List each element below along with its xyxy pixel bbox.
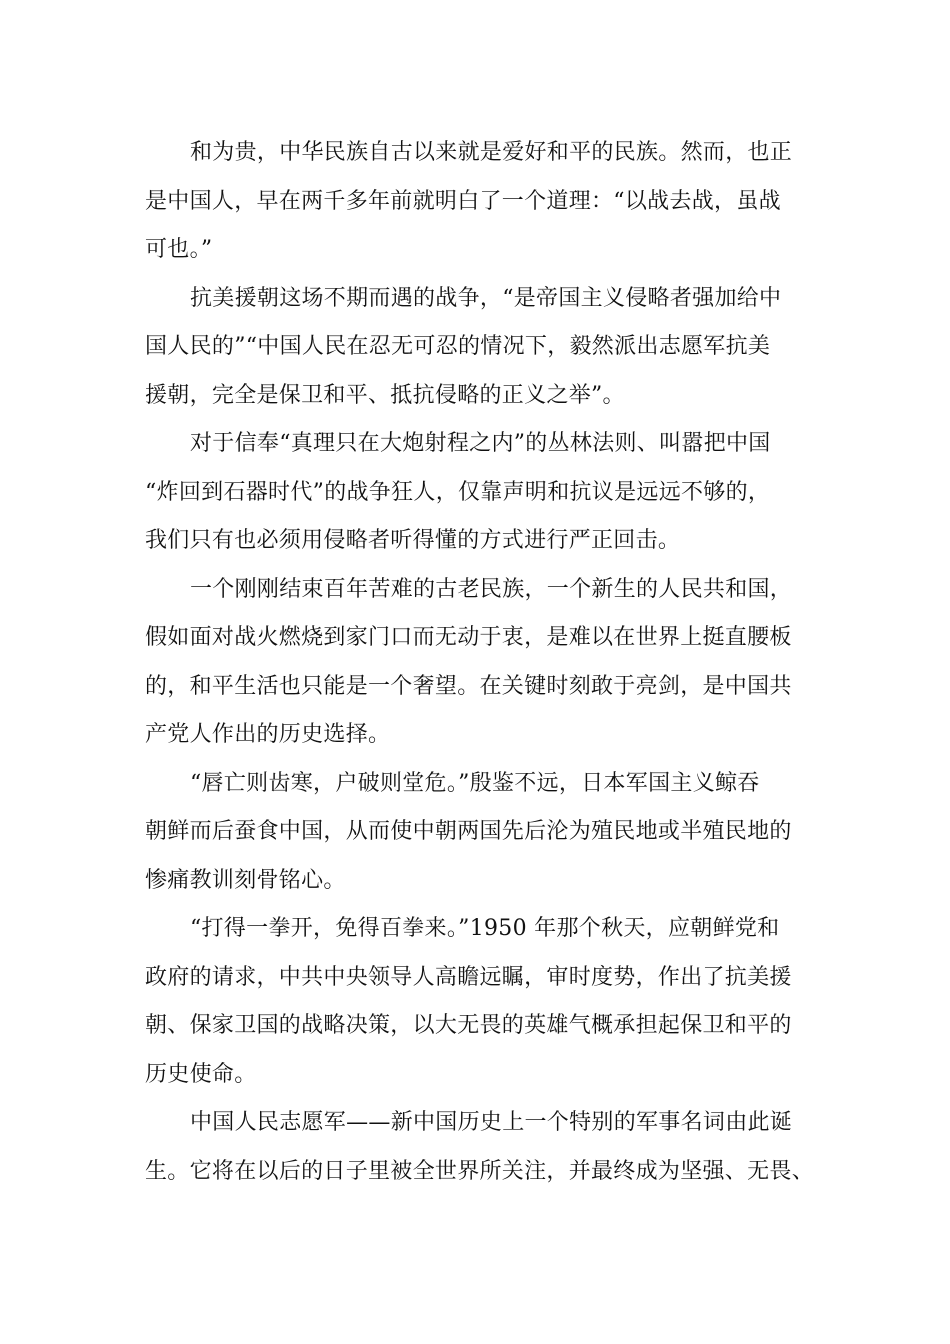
paragraph-5	[145, 760, 813, 906]
text-line: 的，和平生活也只能是一个奢望。在关键时刻敢于亮剑，是中国共	[145, 673, 792, 699]
paragraph-7	[145, 1099, 813, 1196]
text-line: 假如面对战火燃烧到家门口而无动于衷，是难以在世界上挺直腰板	[145, 625, 792, 650]
text-line: 政府的请求，中共中央领导人高瞻远瞩，审时度势，作出了抗美援	[145, 964, 792, 990]
text-line: “唇亡则齿寒，户破则堂危。”殷鉴不远，日本军国主义鲸吞	[190, 770, 760, 796]
text-line: 国人民的”“中国人民在忍无可忍的情况下，毅然派出志愿军抗美	[145, 334, 771, 359]
text-line: “打得一拳开，免得百拳来。”1950 年那个秋天，应朝鲜党和	[190, 916, 780, 941]
paragraph-6	[145, 905, 813, 1099]
text-line: 抗美援朝这场不期而遇的战争，“是帝国主义侵略者强加给中	[190, 285, 782, 311]
document-body	[145, 129, 813, 1196]
paragraph-3	[145, 420, 813, 566]
text-line: 产党人作出的历史选择。	[145, 722, 391, 747]
text-line: 我们只有也必须用侵略者听得懂的方式进行严正回击。	[145, 528, 681, 553]
text-line: 是中国人，早在两千多年前就明白了一个道理：“以战去战，虽战	[145, 188, 781, 214]
text-line: 朝鲜而后蚕食中国，从而使中朝两国先后沦为殖民地或半殖民地的	[145, 819, 792, 844]
paragraph-4	[145, 566, 813, 760]
text-line: 生。它将在以后的日子里被全世界所关注，并最终成为坚强、无畏、	[145, 1158, 815, 1184]
text-line: 中国人民志愿军——新中国历史上一个特别的军事名词由此诞	[190, 1110, 793, 1135]
text-line: “炸回到石器时代”的战争狂人，仅靠声明和抗议是远远不够的，	[145, 479, 771, 505]
paragraph-2	[145, 275, 813, 421]
text-line: 朝、保家卫国的战略决策，以大无畏的英雄气概承担起保卫和平的	[145, 1013, 792, 1038]
text-line: 一个刚刚结束百年苦难的古老民族，一个新生的人民共和国，	[190, 576, 793, 602]
text-line: 可也。”	[145, 237, 213, 262]
text-line: 历史使命。	[145, 1061, 257, 1087]
text-line: 援朝，完全是保卫和平、抵抗侵略的正义之举”。	[145, 382, 625, 408]
text-line: 和为贵，中华民族自古以来就是爱好和平的民族。然而，也正	[190, 140, 793, 165]
text-line: 对于信奉“真理只在大炮射程之内”的丛林法则、叫嚣把中国	[190, 431, 771, 456]
text-line: 惨痛教训刻骨铭心。	[145, 867, 346, 893]
paragraph-1	[145, 129, 813, 275]
